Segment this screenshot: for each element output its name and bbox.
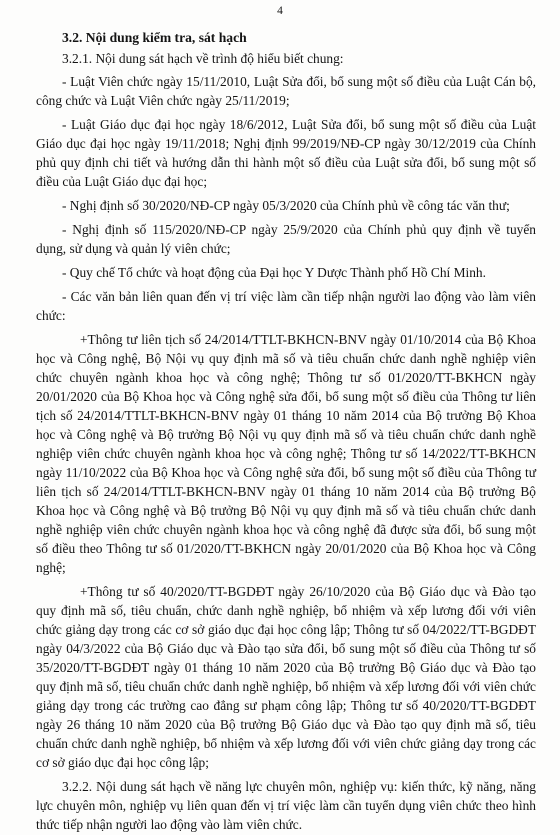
list-subitem-circular-24-2014: +Thông tư liên tịch số 24/2014/TTLT-BKHCN-BNV ngày 01/10/2014 của Bộ Khoa học và Công nghệ, Bộ Nội vụ quy định mã số và tiêu chuẩn chức danh nghề nghiệp viên chức chuyên ngành khoa học và công nghệ; Thông tư số 01/2020/TT-BKHCN ngày 20/01/2020 của Bộ Khoa học và Công nghệ sửa đổi, bổ sung một số điều của Thông tư liên tịch số 24/2014/TTLT-BKHCN-BNV ngày 01 tháng 10 năm 2014 của Bộ trưởng Bộ Khoa học và Công nghệ và Bộ trưởng Bộ Nội vụ quy định mã số và tiêu chuẩn chức danh nghề nghiệp viên chức chuyên ngành khoa học và công nghệ; Thông tư số 14/2022/TT-BKHCN ngày 11/10/2022 của Bộ Khoa học và Công nghệ sửa đổi, bổ sung một số điều của Thông tư liên tịch số 24/2014/TTLT-BKHCN-BNV ngày 01 tháng 10 năm 2014 của Bộ trưởng Bộ Khoa học và Công nghệ và Bộ trưởng Bộ Nội vụ quy định mã số và tiêu chuẩn chức danh nghề nghiệp viên chức chuyên ngành khoa học và công nghệ đã được sửa đổi, bổ sung một số điều theo Thông tư số 01/2020/TT-BKHCN ngày 20/01/2020 của Bộ Khoa học và Công nghệ; <box>36 332 536 575</box>
list-subitem-circular-40-2020: +Thông tư số 40/2020/TT-BGDĐT ngày 26/10/2020 của Bộ Giáo dục và Đào tạo quy định mã số, tiêu chuẩn, chức danh nghề nghiệp, bổ nhiệm và xếp lương đối với viên chức giảng dạy trong các cơ sở giáo dục đại học công lập; Thông tư số 04/2022/TT-BGDĐT ngày 04/3/2022 của Bộ Giáo dục và Đào tạo sửa đổi, bổ sung một số điều của Thông tư số 35/2020/TT-BGDĐT ngày 01 tháng 10 năm 2020 của Bộ trưởng Bộ Giáo dục và Đào tạo quy định mã số, tiêu chuẩn chức danh nghề nghiệp, bổ nhiệm và xếp lương đối với viên chức giảng dạy trong các trường cao đẳng sư phạm công lập; Thông tư số 40/2020/TT-BGDĐT ngày 26 tháng 10 năm 2020 của Bộ trưởng Bộ Giáo dục và Đào tạo quy định mã số, tiêu chuẩn chức danh nghề nghiệp, bổ nhiệm và xếp lương đối với viên chức giảng dạy trong các cơ sở giáo dục đại học công lập; <box>36 584 536 770</box>
subsection-title-general-knowledge: 3.2.1. Nội dung sát hạch về trình độ hiểu biết chung: <box>62 51 344 66</box>
document-body <box>36 28 536 839</box>
subsection-professional-competence: 3.2.2. Nội dung sát hạch về năng lực chuyên môn, nghiệp vụ: kiến thức, kỹ năng, năng lực chuyên môn, nghiệp vụ liên quan đến vị trí việc làm cần tuyển dụng viên chức theo hình thức tiếp nhận người lao động vào làm viên chức. <box>36 779 536 832</box>
list-item-civil-servant-law: - Luật Viên chức ngày 15/11/2010, Luật Sửa đổi, bổ sung một số điều của Luật Cán bộ, công chức và Luật Viên chức ngày 25/11/2019; <box>36 74 536 108</box>
page-number: 4 <box>277 5 283 17</box>
list-item-decree-30: - Nghị định số 30/2020/NĐ-CP ngày 05/3/2020 của Chính phủ về công tác văn thư; <box>62 198 510 213</box>
list-item-decree-115: - Nghị định số 115/2020/NĐ-CP ngày 25/9/2020 của Chính phủ quy định về tuyển dụng, sử dụng và quản lý viên chức; <box>36 222 536 256</box>
list-item-related-documents: - Các văn bản liên quan đến vị trí việc làm cần tiếp nhận người lao động vào làm viên chức: <box>36 289 536 323</box>
list-item-university-regulation: - Quy chế Tổ chức và hoạt động của Đại học Y Dược Thành phố Hồ Chí Minh. <box>62 265 486 280</box>
list-item-higher-education-law: - Luật Giáo dục đại học ngày 18/6/2012, Luật Sửa đổi, bổ sung một số điều của Luật Giáo dục đại học ngày 19/11/2018; Nghị định 99/2019/NĐ-CP ngày 30/12/2019 của Chính phủ quy định chi tiết và hướng dẫn thi hành một số điều của Luật sửa đổi, bổ sung một số điều của Luật Giáo dục đại học; <box>36 117 536 189</box>
section-heading: 3.2. Nội dung kiểm tra, sát hạch <box>62 30 247 45</box>
